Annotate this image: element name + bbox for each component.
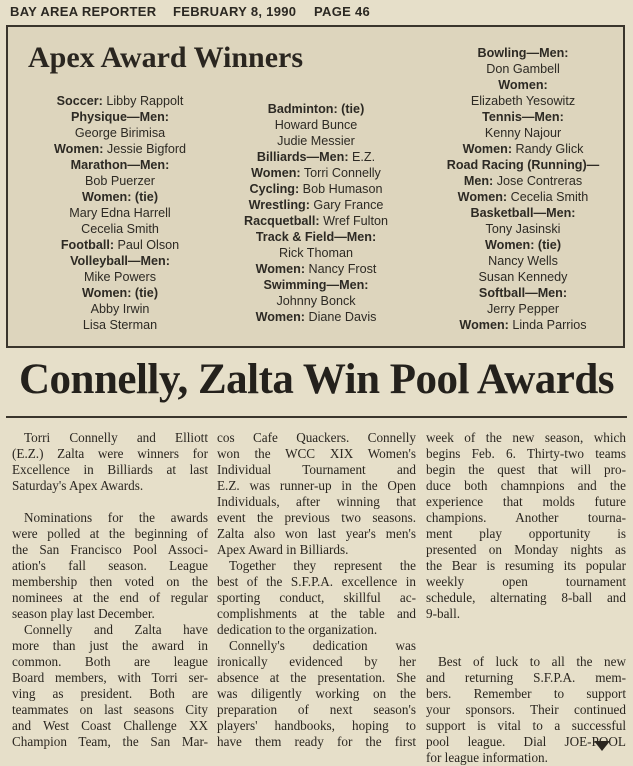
award-line — [216, 213, 416, 229]
award-winner: Susan Kennedy — [478, 270, 568, 284]
awards-box-title: Apex Award Winners — [28, 41, 304, 74]
award-line — [20, 189, 220, 205]
award-line — [428, 317, 618, 333]
award-line — [428, 205, 618, 221]
award-line — [216, 165, 416, 181]
award-line — [428, 93, 618, 109]
award-line — [20, 317, 220, 333]
award-winner: Don Gambell — [486, 62, 560, 76]
article-line: champions. Another tourna- — [426, 510, 626, 525]
award-line — [428, 141, 618, 157]
article-line: event the previous two seasons. — [217, 510, 416, 525]
article-line: and returning S.F.P.A. mem- — [426, 670, 626, 685]
article-line: E.Z. was runner-up in the Open — [217, 478, 416, 493]
award-winner: Howard Bunce — [274, 118, 358, 132]
article-line: (E.Z.) Zalta were winners for — [12, 446, 208, 461]
article-line: the Bear is resuming its popular — [426, 558, 626, 573]
awards-box — [6, 25, 625, 348]
article-column-3 — [426, 430, 626, 766]
award-line — [428, 61, 618, 77]
article-line: support is vital to a successful — [426, 718, 626, 733]
award-winner: Libby Rappolt — [102, 94, 184, 108]
award-line — [216, 261, 416, 277]
award-winner: Linda Parrios — [508, 318, 587, 332]
award-category: Women: — [251, 166, 301, 180]
award-winner: Elizabeth Yesowitz — [470, 94, 576, 108]
award-winner: Cecelia Smith — [507, 190, 589, 204]
award-line — [216, 293, 416, 309]
award-line — [216, 117, 416, 133]
award-category: Women: (tie) — [81, 286, 159, 300]
article-line: common. Both are league — [12, 654, 208, 669]
award-line — [428, 157, 618, 173]
award-line — [428, 253, 618, 269]
article-line: 9-ball. — [426, 606, 461, 621]
award-winner: Johnny Bonck — [276, 294, 356, 308]
end-of-story-icon — [594, 741, 610, 751]
award-line — [20, 237, 220, 253]
article-line: absence at the presentation. She — [217, 670, 416, 685]
award-winner: Nancy Frost — [305, 262, 377, 276]
award-line — [20, 125, 220, 141]
article-line: were polled at the beginning of — [12, 526, 208, 541]
award-category: Women: — [462, 142, 513, 156]
award-category: Physique—Men: — [71, 110, 169, 124]
award-line — [216, 197, 416, 213]
award-category: Soccer: — [56, 94, 103, 108]
award-line — [20, 221, 220, 237]
award-line — [20, 141, 220, 157]
award-category: Softball—Men: — [478, 286, 568, 300]
award-winner: Wref Fulton — [319, 214, 388, 228]
award-category: Badminton: (tie) — [267, 102, 365, 116]
article-line: Together they represent the — [229, 558, 416, 573]
award-winner: Nancy Wells — [488, 254, 558, 268]
award-winner: Jerry Pepper — [486, 302, 560, 316]
article-line: weekly open tournament — [426, 574, 626, 589]
article-line: ation's fall season. League — [12, 558, 208, 573]
article-line: and West Coast Challenge XX — [12, 718, 208, 733]
award-category: Football: — [60, 238, 115, 252]
article-line: Best of luck to all the new — [438, 654, 626, 669]
article-column-1 — [12, 430, 208, 750]
award-line — [428, 125, 618, 141]
article-line: Apex Award in Billiards. — [217, 542, 349, 557]
awards-column-1 — [20, 93, 220, 333]
award-category: Basketball—Men: — [470, 206, 576, 220]
award-winner: George Birimisa — [74, 126, 166, 140]
paragraph-gap — [426, 622, 626, 638]
article-line: teammates on last seasons City — [12, 702, 208, 717]
award-winner: Rick Thoman — [279, 246, 353, 260]
award-line — [216, 149, 416, 165]
award-line — [20, 253, 220, 269]
article-line: membership then voted on the — [12, 574, 208, 589]
award-category: Women: — [498, 78, 548, 92]
article-line: Excellence in Billiards at last — [12, 462, 208, 477]
award-category: Swimming—Men: — [263, 278, 369, 292]
awards-column-3 — [428, 45, 618, 333]
award-winner: Kenny Najour — [484, 126, 562, 140]
article-line: Zalta also won last year's men's — [217, 526, 416, 541]
article-line: Connelly's dedication was — [229, 638, 416, 653]
award-category: Marathon—Men: — [70, 158, 170, 172]
award-line — [216, 181, 416, 197]
article-line: presented on Monday nights as — [426, 542, 626, 557]
article-line: best of the S.F.P.A. excellence in — [217, 574, 416, 589]
article-line: schedule, alternating 8-ball and — [426, 590, 626, 605]
award-winner: Judie Messier — [277, 134, 355, 148]
article-column-2 — [217, 430, 416, 750]
masthead — [10, 2, 625, 22]
award-winner: Cecelia Smith — [81, 222, 159, 236]
article-line: for league information. — [426, 750, 548, 765]
article-line: sporting conduct, skillful ac- — [217, 590, 416, 605]
awards-column-2 — [216, 101, 416, 325]
award-winner: Diane Davis — [305, 310, 377, 324]
award-line — [428, 221, 618, 237]
award-line — [428, 173, 618, 189]
article-line: pool league. Dial JOE-POOL — [426, 734, 626, 749]
article-headline: Connelly, Zalta Win Pool Awards — [19, 356, 614, 403]
award-winner: Mary Edna Harrell — [69, 206, 171, 220]
award-category: Men: — [463, 174, 494, 188]
article-line: experience that molds future — [426, 494, 626, 509]
article-line: Board members, with Torri ser- — [12, 670, 208, 685]
award-winner: Randy Glick — [512, 142, 584, 156]
award-line — [428, 301, 618, 317]
award-line — [20, 157, 220, 173]
award-category: Cycling: — [249, 182, 300, 196]
award-category: Women: — [53, 142, 104, 156]
award-line — [428, 45, 618, 61]
award-winner: E.Z. — [348, 150, 376, 164]
award-line — [216, 133, 416, 149]
award-winner: Bob Puerzer — [84, 174, 155, 188]
award-category: Road Racing (Running)— — [446, 158, 600, 172]
article-line: bers. Remember to support — [426, 686, 626, 701]
award-category: Volleyball—Men: — [70, 254, 170, 268]
article-line: complishments at the table and — [217, 606, 416, 621]
article-line: week of the new season, which — [426, 430, 626, 445]
article-line: Connelly and Zalta have — [24, 622, 208, 637]
award-category: Women: (tie) — [81, 190, 159, 204]
article-line: Saturday's Apex Awards. — [12, 478, 144, 493]
page-number: PAGE 46 — [314, 4, 371, 19]
article-line: more than just the award in — [12, 638, 208, 653]
award-winner: Gary France — [309, 198, 384, 212]
article-line: season play last December. — [12, 606, 155, 621]
award-line — [216, 309, 416, 325]
award-winner: Jessie Bigford — [103, 142, 187, 156]
article-line: have them ready for the first — [217, 734, 416, 749]
award-category: Women: — [255, 262, 306, 276]
award-category: Women: (tie) — [484, 238, 562, 252]
award-line — [428, 285, 618, 301]
award-line — [216, 229, 416, 245]
award-line — [428, 237, 618, 253]
article-line: begins Feb. 6. Thirty-two teams — [426, 446, 626, 461]
article-line: your sponsors. Their continued — [426, 702, 626, 717]
award-line — [20, 173, 220, 189]
article-line: ironically evidenced by her — [217, 654, 416, 669]
award-line — [428, 189, 618, 205]
article-line: dedication to the organization. — [217, 622, 378, 637]
award-line — [20, 109, 220, 125]
publication-name: BAY AREA REPORTER — [10, 4, 157, 19]
award-winner: Lisa Sterman — [82, 318, 158, 332]
award-category: Women: — [459, 318, 509, 332]
award-winner: Jose Contreras — [493, 174, 583, 188]
award-winner: Tony Jasinski — [485, 222, 561, 236]
award-line — [20, 269, 220, 285]
award-line — [216, 277, 416, 293]
article-line: ving as president. Both are — [12, 686, 208, 701]
award-category: Women: — [255, 310, 306, 324]
article-line: cos Cafe Quackers. Connelly — [217, 430, 416, 445]
article-line: ment play opportunity is — [426, 526, 626, 541]
award-line — [20, 285, 220, 301]
article-line: the San Francisco Pool Associ- — [12, 542, 208, 557]
article-line: players' handbooks, hoping to — [217, 718, 416, 733]
article-line: Nominations for the awards — [24, 510, 208, 525]
award-line — [20, 301, 220, 317]
paragraph-gap — [426, 638, 626, 654]
article-line: duce both chamnpions and the — [426, 478, 626, 493]
article-line: Individuals, after winning that — [217, 494, 416, 509]
article-line: preparation of next season's — [217, 702, 416, 717]
award-line — [20, 93, 220, 109]
award-winner: Paul Olson — [114, 238, 180, 252]
award-line — [428, 269, 618, 285]
headline-rule — [6, 416, 627, 418]
award-category: Tennis—Men: — [482, 110, 564, 124]
award-winner: Abby Irwin — [90, 302, 150, 316]
award-category: Wrestling: — [248, 198, 310, 212]
award-category: Track & Field—Men: — [255, 230, 377, 244]
award-winner: Bob Humason — [299, 182, 383, 196]
article-line: Champion Team, the San Mar- — [12, 734, 208, 749]
award-line — [20, 205, 220, 221]
article-line: nominees at the end of regular — [12, 590, 208, 605]
award-line — [216, 101, 416, 117]
paragraph-gap — [12, 494, 208, 510]
award-line — [428, 109, 618, 125]
award-category: Racquetball: — [244, 214, 320, 228]
award-category: Women: — [457, 190, 508, 204]
award-line — [428, 77, 618, 93]
award-winner: Mike Powers — [83, 270, 157, 284]
award-category: Bowling—Men: — [477, 46, 569, 60]
article-line: was diligently working on the — [217, 686, 416, 701]
article-line: won the WCC XIX Women's — [217, 446, 416, 461]
article-line: begin the quest that will pro- — [426, 462, 626, 477]
article-line: Torri Connelly and Elliott — [24, 430, 208, 445]
article-line: Individual Tournament and — [217, 462, 416, 477]
issue-date: FEBRUARY 8, 1990 — [173, 4, 297, 19]
award-winner: Torri Connelly — [300, 166, 381, 180]
award-category: Billiards—Men: — [256, 150, 349, 164]
award-line — [216, 245, 416, 261]
